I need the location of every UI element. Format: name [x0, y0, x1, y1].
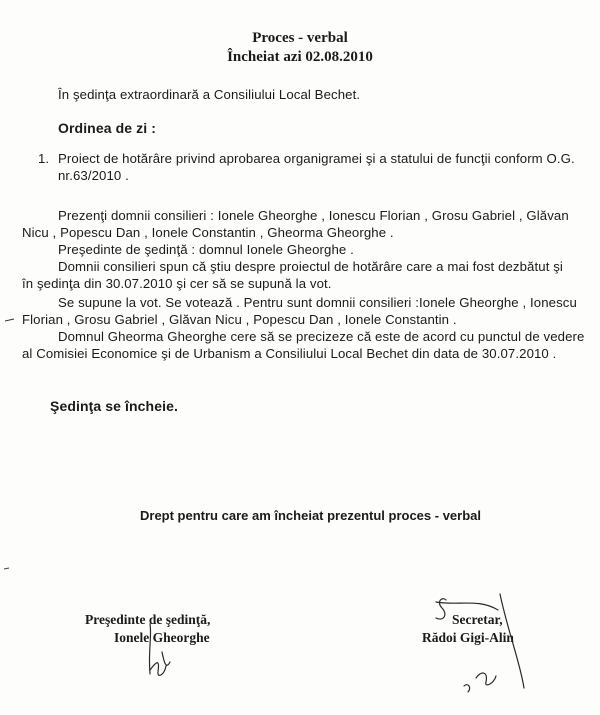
margin-mark-icon [3, 566, 11, 572]
gheorma-line: al Comisiei Economice şi de Urbanism a Consiliului Local Bechet din data de 30.07.2010 . [22, 346, 557, 361]
present-line: Prezenţi domnii consilieri : Ionele Gheorghe , Ionescu Florian , Grosu Gabriel , Glăvan [58, 208, 569, 223]
president-line: Preşedinte de şedinţă : domnul Ionele Gheorghe . [58, 242, 354, 257]
document-title: Proces - verbal [252, 30, 348, 46]
gheorma-line: Domnul Gheorma Gheorghe cere să se precizeze că este de acord cu punctul de vedere [58, 329, 585, 344]
knowledge-line: Domnii consilieri spun că ştiu despre proiectul de hotărâre care a mai fost dezbătut şi [58, 259, 563, 274]
present-line: Nicu , Popescu Dan , Ionele Constantin , Gheorma Gheorghe . [22, 225, 394, 240]
vote-line: Florian , Grosu Gabriel , Glăvan Nicu , Popescu Dan , Ionele Constantin . [22, 312, 457, 327]
president-signature-name: Ionele Gheorghe [114, 630, 210, 645]
intro-line: În şedinţa extraordinară a Consiliului Local Bechet. [58, 87, 361, 102]
agenda-heading: Ordinea de zi : [58, 120, 156, 136]
secretary-signature-name: Rădoi Gigi-Alin [422, 630, 514, 645]
vote-line: Se supune la vot. Se votează . Pentru sunt domnii consilieri :Ionele Gheorghe , Ionescu [58, 295, 577, 310]
secretary-signature-role: Secretar, [452, 612, 503, 627]
president-signature-role: Preşedinte de şedinţă, [85, 612, 211, 627]
margin-mark-icon [4, 316, 16, 324]
agenda-item-line: Proiect de hotărâre privind aprobarea organigramei şi a statului de funcţii conform O.G. [58, 151, 575, 166]
agenda-item-number: 1. [38, 151, 50, 166]
knowledge-line: în şedinţa din 30.07.2010 şi cer să se supună la vot. [22, 276, 332, 291]
closing-line: Şedinţa se încheie. [50, 398, 178, 414]
president-handwritten-signature [140, 622, 180, 682]
agenda-item-line: nr.63/2010 . [58, 168, 129, 183]
document-date: Încheiat azi 02.08.2010 [227, 49, 373, 65]
final-statement: Drept pentru care am încheiat prezentul proces - verbal [140, 508, 481, 523]
secretary-handwritten-signature [428, 592, 538, 697]
